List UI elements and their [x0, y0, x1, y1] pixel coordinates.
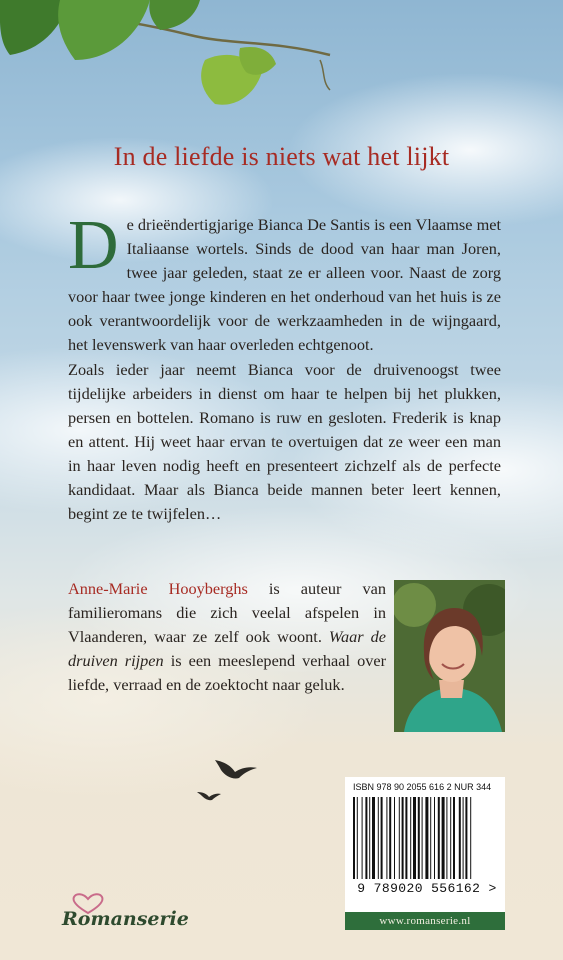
author-name: Anne-Marie Hooyberghs	[68, 579, 248, 598]
isbn-label: ISBN 978 90 2055 616 2 NUR 344	[353, 782, 492, 792]
author-bio-text-2: is een meeslepend verhaal over liefde, verraad en de zoektocht naar geluk.	[68, 651, 386, 695]
blurb-paragraph-1-text: e drieëndertigjarige Bianca De Santis is een Vlaamse met Italiaanse wortels. Sinds de dood van haar man Joren, twee jaar geleden, staat ze er alleen voor. Naast de zorg voor haar twee jonge kinderen en het onderhoud van het huis is ze ook verantwoordelijk voor de werkzaamheden in de wijngaard, het levenswerk van haar overleden echtgenoot.	[68, 215, 501, 355]
drop-cap: D	[68, 207, 119, 284]
barcode-bar	[470, 797, 471, 879]
author-bio-text-1: is auteur van familieromans die zich veelal afspelen in Vlaanderen, waar ze zelf ook woont.	[68, 579, 386, 647]
barcode-bar	[394, 797, 395, 879]
barcode-bar	[372, 797, 375, 879]
publisher-url: www.romanserie.nl	[345, 912, 505, 930]
blurb-paragraph-1	[68, 207, 501, 358]
barcode-bar	[389, 797, 391, 879]
barcode-bar	[446, 797, 447, 879]
barcode-bar	[362, 797, 363, 879]
barcode-bar	[442, 797, 445, 879]
barcode-bar	[438, 797, 440, 879]
barcode-bar	[399, 797, 400, 879]
barcode	[353, 797, 501, 879]
isbn-digits: 9 789020 556162 >	[357, 881, 497, 896]
barcode-panel	[345, 777, 505, 912]
blurb-paragraph-2: Zoals ieder jaar neemt Bianca voor de druivenoogst twee tijdelijke arbeiders in dienst om haar te helpen bij het plukken, persen en bottelen. Romano is ruw en gesloten. Frederik is knap en attent. Hij weet haar ervan te overtuigen dat ze weer een man in haar leven nodig heeft en presenteert zichzelf als de perfecte kandidaat. Maar als Bianca beide mannen beter leert kennen, begint ze te twijfelen…	[68, 359, 501, 524]
barcode-bar	[434, 797, 435, 879]
barcode-bar	[369, 797, 370, 879]
barcode-bar	[410, 797, 411, 879]
blurb	[68, 207, 501, 526]
barcode-bar	[422, 797, 423, 879]
barcode-bar	[357, 797, 358, 879]
barcode-bar	[378, 797, 379, 879]
headline: In de liefde is niets wat het lijkt	[113, 142, 450, 171]
barcode-bar	[402, 797, 404, 879]
barcode-bar	[425, 797, 428, 879]
publisher-logo	[62, 893, 202, 943]
publisher-logo-text: Romanserie	[62, 908, 189, 930]
barcode-bar	[365, 797, 367, 879]
author-photo	[394, 580, 505, 732]
barcode-bar	[413, 797, 416, 879]
barcode-bar	[405, 797, 407, 879]
barcode-bar	[418, 797, 420, 879]
barcode-bar	[381, 797, 383, 879]
barcode-bar	[465, 797, 467, 879]
author-bio	[68, 577, 386, 697]
barcode-bar	[463, 797, 464, 879]
barcode-bar	[386, 797, 387, 879]
barcode-bar	[353, 797, 355, 879]
birds-illustration	[195, 750, 265, 805]
book-title: Waar de druiven rijpen	[68, 627, 386, 671]
leaves-branch-illustration	[0, 0, 360, 130]
barcode-bar	[450, 797, 451, 879]
barcode-bar	[430, 797, 431, 879]
barcode-bar	[453, 797, 455, 879]
barcode-bar	[459, 797, 461, 879]
